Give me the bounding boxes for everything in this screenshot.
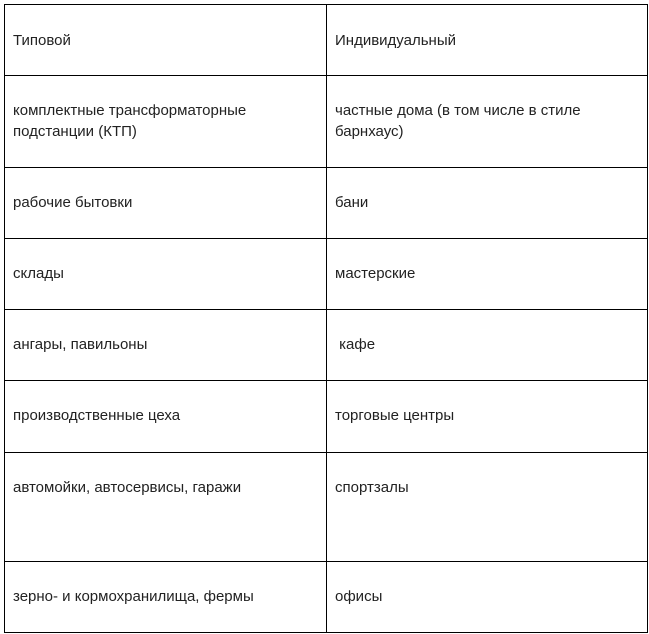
- cell-text: офисы: [335, 588, 383, 605]
- header-cell-individual: [327, 5, 648, 76]
- table-cell: [5, 562, 327, 633]
- table-row: [5, 562, 648, 633]
- table-cell: [5, 381, 327, 453]
- cell-text: мастерские: [335, 265, 416, 282]
- table-cell: [5, 239, 327, 310]
- building-types-table: [4, 4, 648, 633]
- cell-text: производственные цеха: [13, 407, 181, 424]
- table-cell: [327, 453, 648, 562]
- table-row: [5, 76, 648, 168]
- table-cell: [327, 310, 648, 381]
- cell-text: склады: [13, 265, 64, 282]
- table-row: [5, 453, 648, 562]
- table-cell: [327, 168, 648, 239]
- table-row: [5, 381, 648, 453]
- table-cell: [327, 239, 648, 310]
- table-cell: [327, 381, 648, 453]
- cell-text: автомойки, автосервисы, гаражи: [13, 479, 242, 496]
- table-cell: [327, 76, 648, 168]
- table-cell: [5, 76, 327, 168]
- cell-text: рабочие бытовки: [13, 194, 133, 211]
- table-row: [5, 168, 648, 239]
- cell-text: спортзалы: [335, 479, 409, 496]
- table-row: [5, 310, 648, 381]
- table-cell: [327, 562, 648, 633]
- cell-text: бани: [335, 194, 369, 211]
- cell-text: торговые центры: [335, 407, 455, 424]
- cell-text: комплектные трансформаторные подстанции (КТП): [13, 102, 247, 140]
- table-row: [5, 239, 648, 310]
- cell-text: ангары, павильоны: [13, 336, 148, 353]
- cell-text: частные дома (в том числе в стиле барнхаус): [335, 102, 581, 140]
- table-cell: [5, 310, 327, 381]
- cell-text: зерно- и кормохранилища, фермы: [13, 588, 254, 605]
- header-cell-typical: [5, 5, 327, 76]
- table-header-row: [5, 5, 648, 76]
- header-typical: Типовой: [13, 32, 71, 49]
- table-cell: [5, 453, 327, 562]
- header-individual: Индивидуальный: [335, 32, 456, 49]
- table-cell: [5, 168, 327, 239]
- cell-text: кафе: [335, 336, 376, 353]
